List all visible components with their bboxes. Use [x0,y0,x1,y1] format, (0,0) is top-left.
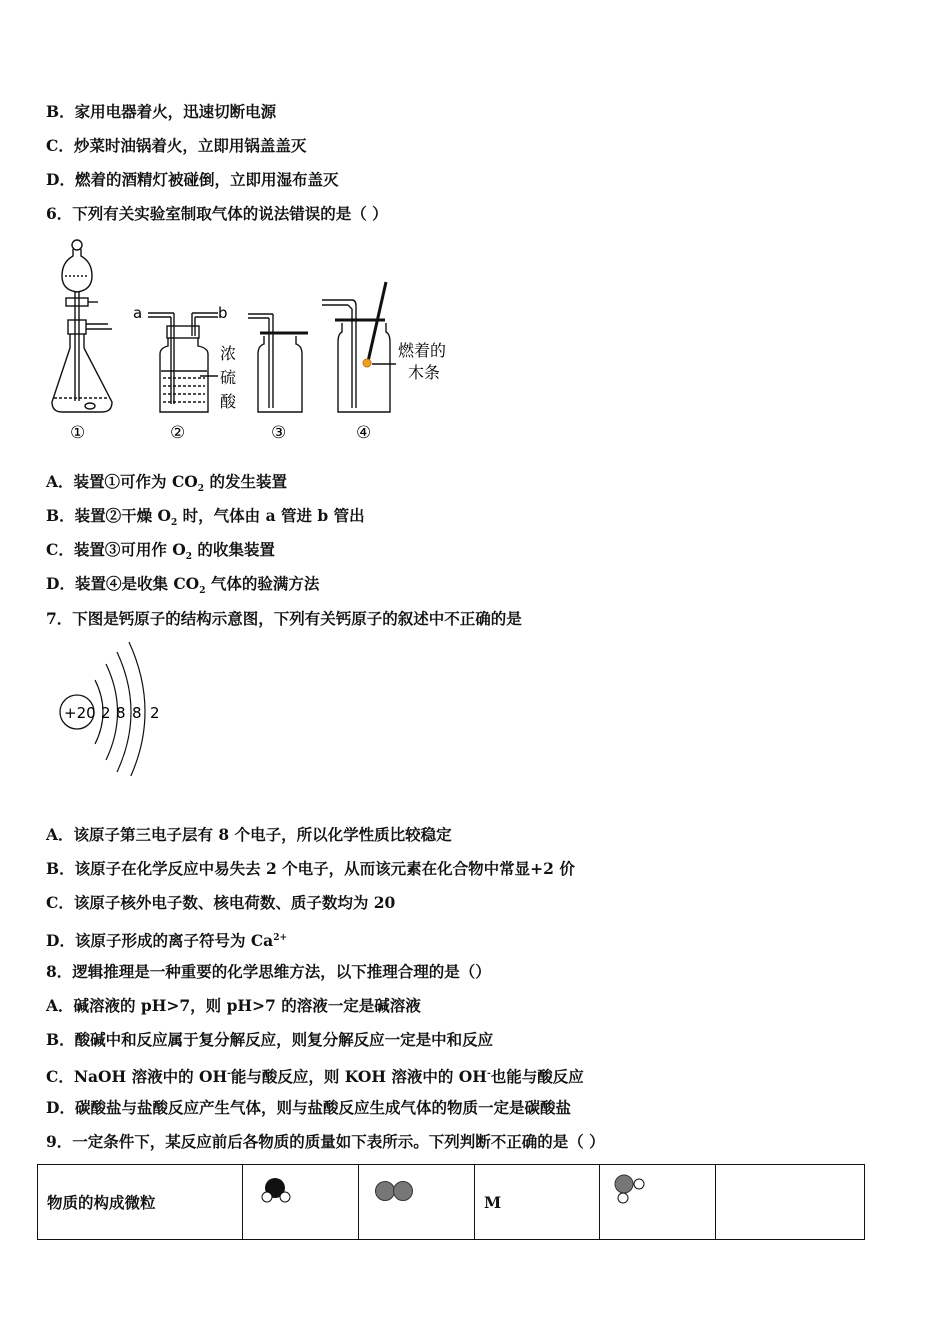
cell-particle-2 [359,1165,475,1240]
stick-label-1: 燃着的 [398,341,447,360]
q8-option-d: D．碳酸盐与盐酸反应产生气体，则与盐酸反应生成气体的物质一定是碳酸盐 [46,1098,571,1117]
table-row [38,1165,865,1240]
q6-option-a: A．装置①可作为 $CO_2$ 的发生装置 [46,472,287,495]
q9-stem: 9．一定条件下，某反应前后各物质的质量如下表所示。下列判断不正确的是（ ） [46,1132,605,1151]
q8-option-b: B．酸碱中和反应属于复分解反应，则复分解反应一定是中和反应 [46,1030,494,1049]
pipe-label-b: b [218,304,228,322]
q6-option-b: B．装置②干燥 $O_2$ 时，气体由 a 管进 b 管出 [46,506,365,529]
apparatus-2-wash-bottle [148,313,218,412]
q7-option-c: C．该原子核外电子数、核电荷数、质子数均为 20 [46,893,396,912]
q7-option-b: B．该原子在化学反应中易失去 2 个电子，从而该元素在化合物中常显+2 价 [46,859,575,878]
q5-option-c: C．炒菜时油锅着火，立即用锅盖盖灭 [46,136,307,155]
pipe-label-a: a [133,304,143,322]
row-label-particles: 物质的构成微粒 [38,1165,243,1240]
molecule-two-grey-icon [359,1165,474,1235]
shell-count-2: 8 [116,704,126,722]
q6-stem: 6．下列有关实验室制取气体的说法错误的是（ ） [46,204,388,223]
apparatus-number-4: ④ [356,423,372,443]
cell-particle-4 [600,1165,716,1240]
q6-option-d: D．装置④是收集 $CO_2$ 气体的验满方法 [46,574,320,597]
shell-count-4: 2 [150,704,160,722]
q6-option-c: C．装置③可用作 $O_2$ 的收集装置 [46,540,275,563]
shell-count-1: 2 [101,704,111,722]
stick-label-2: 木条 [408,363,441,382]
nucleus-charge: +20 [64,704,96,722]
q8-option-a: A．碱溶液的 pH>7，则 pH>7 的溶液一定是碱溶液 [46,996,421,1015]
acid-label-2: 硫 [220,368,237,387]
molecule-grey-two-light-icon [600,1165,715,1235]
q5-option-d: D．燃着的酒精灯被碰倒，立即用湿布盖灭 [46,170,339,189]
q8-stem: 8．逻辑推理是一种重要的化学思维方法，以下推理合理的是（） [46,962,491,981]
q8-option-c: C．NaOH 溶液中的 OH-能与酸反应，则 KOH 溶液中的 OH-也能与酸反应 [46,1067,584,1087]
cell-particle-1 [243,1165,359,1240]
apparatus-number-2: ② [170,423,186,443]
q7-option-d: D．该原子形成的离子符号为 $Ca^{2+}$ [46,931,288,951]
gas-apparatus-figure [40,236,470,446]
apparatus-3-collecting-bottle [248,314,308,412]
q7-option-a: A．该原子第三电子层有 8 个电子，所以化学性质比较稳定 [46,825,452,844]
q7-stem: 7．下图是钙原子的结构示意图，下列有关钙原子的叙述中不正确的是 [46,609,522,628]
cell-particle-m: M [475,1165,600,1240]
flame-icon [363,359,371,367]
q5-option-b: B．家用电器着火，迅速切断电源 [46,102,277,121]
apparatus-4-check-full [322,282,396,412]
shell-count-3: 8 [132,704,142,722]
acid-label-1: 浓 [220,344,237,363]
apparatus-number-3: ③ [271,423,287,443]
molecule-dark-two-light-icon [243,1165,358,1235]
mass-table [37,1164,865,1240]
acid-label-3: 酸 [220,392,237,411]
calcium-atom-structure-figure [55,636,175,776]
apparatus-number-1: ① [70,423,86,443]
apparatus-1-flask [52,240,112,412]
cell-empty [716,1165,865,1240]
